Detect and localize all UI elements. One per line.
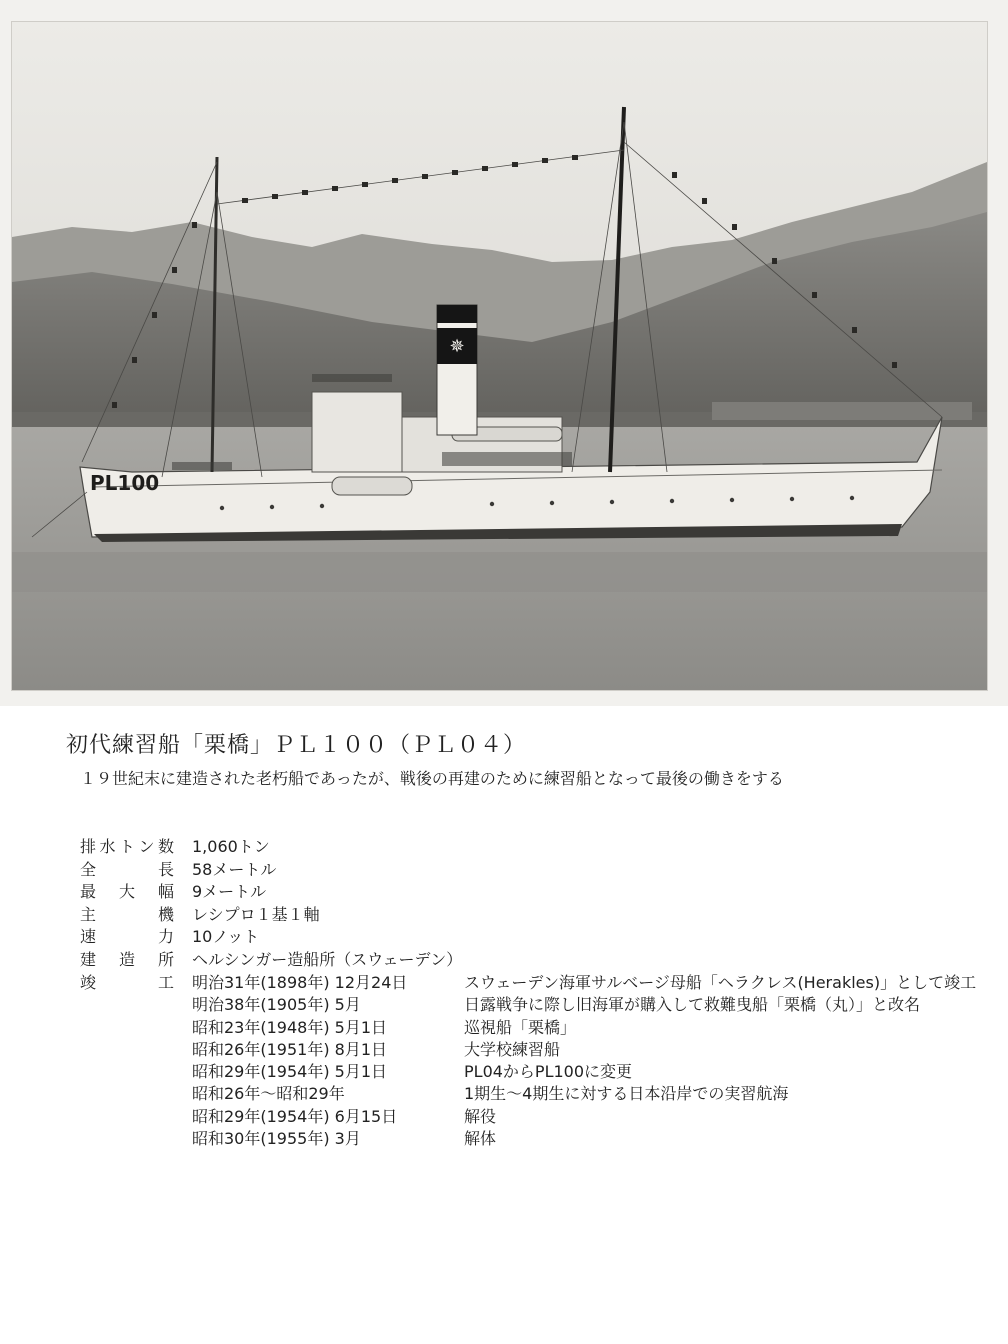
spec-value: ヘルシンガー造船所（スウェーデン） — [192, 949, 463, 969]
spec-label-char: 建 — [80, 949, 97, 969]
spec-label-char: 最 — [80, 882, 97, 901]
history-event: 日露戦争に際し旧海軍が購入して救難曳船「栗橋（丸）」と改名 — [464, 995, 921, 1015]
history-label — [80, 1061, 174, 1083]
spec-table — [80, 836, 462, 971]
page-subtitle: １９世紀末に建造された老朽船であったが、戦後の再建のために練習船となって最後の働きをする — [80, 769, 784, 788]
history-date: 昭和26年(1951年) 8月1日 — [192, 1039, 388, 1059]
history-label — [80, 1083, 174, 1105]
history-date: 昭和30年(1955年) 3月 — [192, 1129, 361, 1149]
history-table — [80, 972, 984, 1150]
history-date: 昭和29年(1954年) 6月15日 — [192, 1106, 398, 1126]
history-event: 大学校練習船 — [464, 1039, 561, 1059]
spec-value: 9メートル — [192, 882, 267, 901]
spec-label-char: 水 — [99, 837, 116, 856]
history-label — [80, 994, 174, 1016]
history-row — [80, 1061, 984, 1083]
spec-row — [80, 859, 462, 882]
funnel-star: ✵ — [449, 336, 465, 357]
history-event: スウェーデン海軍サルベージ母船「ヘラクレス(Herakles)」として竣工 — [464, 973, 977, 992]
history-date: 明治31年(1898年) 12月24日 — [192, 973, 408, 992]
history-label — [80, 972, 174, 994]
ship-photo-drawing — [12, 22, 987, 690]
history-label — [80, 1017, 174, 1039]
history-date: 昭和23年(1948年) 5月1日 — [192, 1017, 388, 1037]
history-label-char: 竣 — [80, 973, 97, 992]
history-date: 明治38年(1905年) 5月 — [192, 995, 361, 1015]
history-event: PL04からPL100に変更 — [464, 1062, 633, 1082]
spec-label-char: 力 — [157, 927, 174, 946]
spec-label-char: 長 — [157, 859, 174, 879]
history-row — [80, 1017, 984, 1039]
spec-label-char: 機 — [157, 904, 174, 924]
spec-label-char: 排 — [80, 837, 97, 856]
ship-photo — [12, 22, 987, 690]
spec-label-char: 造 — [118, 949, 135, 969]
spec-row — [80, 926, 462, 949]
spec-value: 58メートル — [192, 859, 277, 879]
spec-row — [80, 949, 462, 972]
history-date: 昭和26年～昭和29年 — [192, 1084, 345, 1104]
history-row — [80, 1106, 984, 1128]
spec-row — [80, 836, 462, 859]
spec-value: 1,060トン — [192, 837, 270, 856]
history-row — [80, 1039, 984, 1061]
funnel-top — [437, 305, 477, 323]
history-event: 1期生～4期生に対する日本沿岸での実習航海 — [464, 1084, 789, 1104]
spec-label — [80, 859, 174, 882]
spec-label-char: 数 — [157, 837, 174, 856]
history-row — [80, 1128, 984, 1150]
history-row — [80, 1083, 984, 1105]
spec-label — [80, 904, 174, 927]
hull-marking: PL100 — [90, 471, 160, 495]
spec-label-char: 幅 — [157, 882, 174, 901]
history-event: 巡視船「栗橋」 — [464, 1017, 577, 1037]
spec-label — [80, 926, 174, 949]
shore-buildings — [712, 402, 972, 420]
spec-value: 10ノット — [192, 927, 260, 946]
spec-label-char: ン — [138, 837, 155, 856]
history-label — [80, 1106, 174, 1128]
history-event: 解役 — [464, 1106, 497, 1126]
history-date: 昭和29年(1954年) 5月1日 — [192, 1062, 388, 1082]
spec-value: レシプロ１基１軸 — [192, 904, 320, 924]
history-label — [80, 1039, 174, 1061]
bridge — [312, 392, 402, 472]
history-row — [80, 972, 984, 994]
page-title: 初代練習船「栗橋」ＰＬ１００（ＰＬ０４） — [66, 733, 527, 758]
history-event: 解体 — [464, 1129, 497, 1149]
history-row — [80, 994, 984, 1016]
water-reflection — [12, 552, 987, 592]
spec-label-char: 全 — [80, 859, 97, 879]
spec-label — [80, 836, 174, 859]
spec-label-char: 大 — [118, 882, 135, 901]
spec-label-char: 所 — [157, 949, 174, 969]
funnel — [437, 305, 477, 435]
history-label — [80, 1128, 174, 1150]
spec-label — [80, 949, 174, 972]
spec-label-char: 速 — [80, 927, 97, 946]
spec-label — [80, 881, 174, 904]
spec-row — [80, 904, 462, 927]
history-label-char: 工 — [157, 973, 174, 992]
spec-label-char: 主 — [80, 904, 97, 924]
spec-label-char: ト — [118, 837, 135, 856]
lifeboat-lower — [332, 477, 412, 495]
spec-row — [80, 881, 462, 904]
